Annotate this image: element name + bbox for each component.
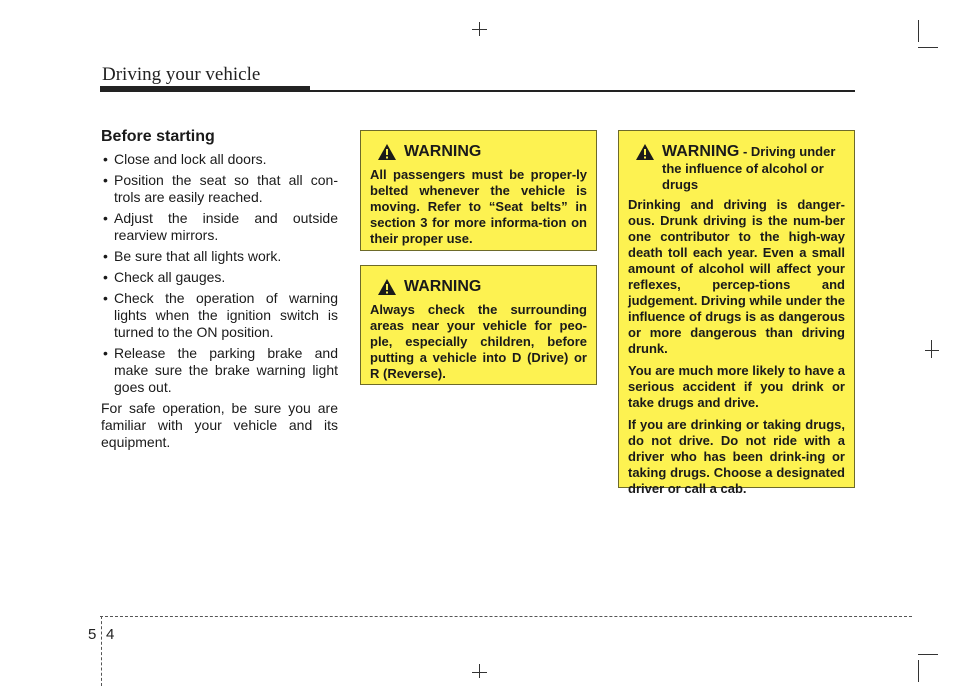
warning-icon [378, 144, 396, 160]
list-item: • Close and lock all doors. [103, 151, 267, 167]
warning-title: WARNING [404, 278, 482, 295]
section-heading: Before starting [101, 128, 215, 145]
before-starting-section [101, 128, 338, 451]
checklist [101, 151, 338, 396]
warning-box-surroundings [360, 265, 597, 385]
header-rule [100, 90, 855, 92]
warning-box-drunk-driving [618, 130, 855, 496]
list-item: • Be sure that all lights work. [103, 248, 282, 264]
page-number: 4 [106, 626, 115, 643]
warning-text: All passengers must be proper-ly belted whenever the vehicle is moving. Refer to “Seat belts” in section 3 for more informa-tion on their proper use. [370, 167, 587, 246]
safety-paragraph: For safe operation, be sure you are familiar with your vehicle and its equipment. [101, 400, 338, 450]
list-item: • Position the seat so that all con-trols are easily reached. [103, 172, 338, 205]
warning-subtitle-cont: the influence of alcohol or drugs [662, 161, 824, 192]
warning-paragraph: You are much more likely to have a serious accident if you drink or take drugs and drive. [628, 363, 845, 410]
warning-icon [378, 279, 396, 295]
page-header-title: Driving your vehicle [102, 64, 261, 85]
warning-paragraph: If you are drinking or taking drugs, do not drive. Do not ride with a driver who has been drink-ing or taking drugs. Choose a designated driver or call a cab. [628, 417, 845, 496]
warning-icon [636, 144, 654, 160]
list-item: • Check all gauges. [103, 269, 226, 285]
warning-paragraph: Drinking and driving is danger-ous. Drunk driving is the num-ber one contributor to the high-way death toll each year. Even a small amount of alcohol will affect your reflexes, percep-tions and judgement. Driving while under the influence of drugs is as dangerous or more dangerous than driving drunk. [628, 197, 845, 356]
warning-title: WARNING [404, 143, 482, 160]
list-item: • Adjust the inside and outside rearview mirrors. [103, 210, 338, 243]
warning-title: WARNING [662, 143, 740, 160]
warning-box-seat-belts [360, 130, 597, 251]
chapter-number: 5 [88, 626, 97, 643]
footer-rule [100, 616, 912, 617]
warning-subtitle: - Driving under [742, 144, 836, 159]
warning-text: Always check the surrounding areas near your vehicle for peo-ple, especially children, before putting a vehicle into D (Drive) or R (Reverse). [370, 302, 587, 381]
footer-divider [101, 616, 102, 686]
list-item: • Check the operation of warning lights when the ignition switch is turned to the ON position. [103, 290, 338, 340]
list-item: • Release the parking brake and make sure the brake warning light goes out. [103, 345, 338, 395]
